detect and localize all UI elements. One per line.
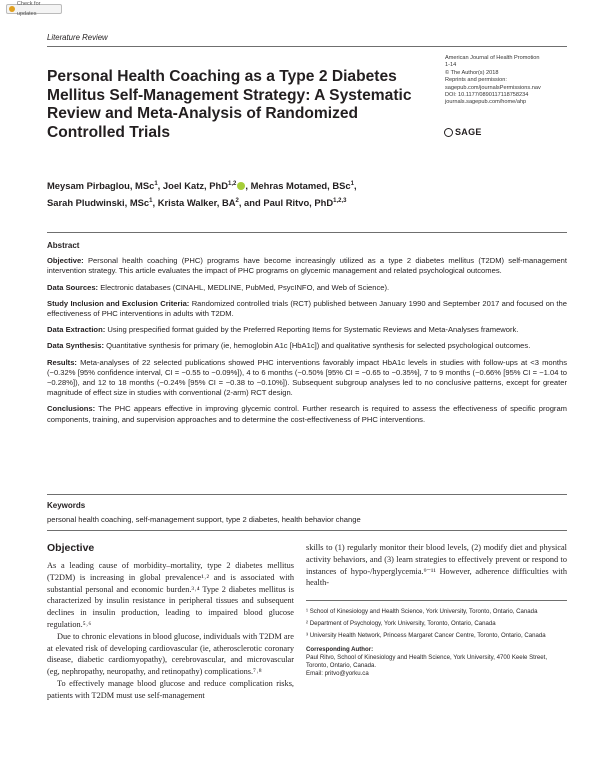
section-label: Literature Review	[47, 33, 108, 42]
abstract-conclusions	[47, 404, 567, 424]
journal-pages: 1-14	[445, 62, 457, 69]
abstract-text: Personal health coaching (PHC) programs have become increasingly utilized as a type 2 diabetes mellitus (T2DM) self-management intervention strategy. This article evaluates the impact of PHC programs on glycemic management and related psychological outcomes.	[47, 256, 567, 276]
abstract-text: Meta-analyses of 22 selected publications showed PHC interventions favorably impact HbA1c levels in studies with follow-ups at <3 months (−0.32% [95% confidence interval, CI = −0.55 to −0.09%]), 4 to 6 months (−0.50% [95% CI = −0.65 to −0.35%], 7 to 9 months (−0.66% [95% CI = −1.04 to −0.28%]), and 12 to 18 months (−0.24% [95% CI = −0.38 to −0.10%]). Subsequent subgroup analyses led to no conclusive patterns, except for greater magnitude of effect size in studies with conventional (2-arm) RCT design.	[47, 357, 567, 398]
abstract-label: Objective:	[47, 256, 84, 266]
journal-reprints: Reprints and permission:	[445, 77, 507, 84]
abstract-bottom-rule	[47, 494, 567, 495]
abstract-results	[47, 358, 567, 399]
keywords-bottom-rule	[47, 530, 567, 531]
abstract-heading: Abstract	[47, 241, 80, 250]
publisher-name: SAGE	[455, 127, 482, 137]
abstract-text: The PHC appears effective in improving glycemic control. Further research is required to assess the effectiveness of specific program components, training, and supervision approaches and to determine the cost-effectiveness of PHC interventions.	[47, 404, 567, 424]
abstract-label: Conclusions:	[47, 404, 96, 414]
abstract-text: Quantitative synthesis for primary (ie, hemoglobin A1c [HbA1c]) and qualitative synthesis for selected psychological outcomes.	[106, 341, 531, 351]
article-title: Personal Health Coaching as a Type 2 Diabetes Mellitus Self-Management Strategy: A Systematic Review and Meta-Analysis of Randomized Controlled Trials	[47, 68, 412, 141]
header-rule	[47, 46, 567, 47]
orcid-icon[interactable]	[237, 182, 245, 190]
journal-permissions-link[interactable]: sagepub.com/journalsPermissions.nav	[445, 84, 541, 91]
affiliation-note: ¹ School of Kinesiology and Health Science, York University, Toronto, Ontario, Canada	[306, 608, 538, 615]
corresponding-heading: Corresponding Author:	[306, 646, 374, 653]
author-name: Mehras Motamed, BSc	[250, 180, 351, 192]
author-name: Meysam Pirbaglou, MSc	[47, 180, 155, 192]
keywords-heading: Keywords	[47, 501, 86, 510]
body-paragraph: Due to chronic elevations in blood glucose, individuals with T2DM are at elevated risk of developing cardiovascular (ie, atherosclerotic coronary disease, diabetic cardiomyopathy), cerebrovascular, and microvascular (eg, nephropathy, neuropathy, and retinopathy) complications.⁷˒⁸	[47, 631, 294, 677]
body-right-column: skills to (1) regularly monitor their blood levels, (2) modify diet and physical activity behaviors, and (3) learn strategies to effectively prevent or respond to instances of hypo-/hyperglycemia.⁹⁻¹¹ However, adherence difficulties with health-	[306, 543, 567, 588]
abstract-text: Electronic databases (CINAHL, MEDLINE, PubMed, PsycINFO, and Web of Science).	[100, 282, 390, 292]
journal-name: American Journal of Health Promotion	[445, 55, 540, 61]
publisher-logo	[444, 127, 482, 137]
keywords-text: personal health coaching, self-management support, type 2 diabetes, health behavior change	[47, 515, 361, 524]
badge-label: Check for updates	[16, 1, 41, 17]
keywords	[47, 501, 567, 525]
corresponding-text: Paul Ritvo, School of Kinesiology and Health Science, York University, 4700 Keele Street, Toronto, Ontario, Canada.	[306, 654, 548, 669]
abstract-label: Results:	[47, 357, 77, 367]
author-name: Joel Katz, PhD	[162, 180, 229, 192]
abstract-data-extraction	[47, 325, 567, 335]
author-name: Krista Walker, BA	[157, 196, 236, 208]
footnote-rule	[306, 600, 567, 601]
journal-info	[445, 55, 575, 107]
journal-home-link[interactable]: journals.sagepub.com/home/ahp	[445, 99, 527, 106]
author-affiliation: 2	[235, 197, 239, 204]
affiliation-note: ² Department of Psychology, York University, Toronto, Ontario, Canada	[306, 620, 496, 627]
author-affiliation: 1	[154, 181, 158, 187]
abstract-label: Data Synthesis:	[47, 341, 104, 351]
author-name: Sarah Pludwinski, MSc	[47, 196, 150, 208]
check-for-updates-badge[interactable]	[6, 1, 62, 17]
abstract	[47, 241, 567, 431]
abstract-label: Data Extraction:	[47, 325, 106, 335]
journal-doi[interactable]: DOI: 10.1177/0890117118758234	[445, 92, 529, 99]
abstract-label: Data Sources:	[47, 282, 99, 292]
abstract-objective	[47, 256, 567, 276]
body-paragraph: As a leading cause of morbidity–mortality, type 2 diabetes mellitus (T2DM) is increasing in global prevalence¹˒² and is associated with substantial personal and economic burden.³˒⁴ Type 2 diabetes mellitus is characterized by insulin resistance in peripheral tissues and subsequent declines in insulin production, leading to impaired blood glucose regulation.⁵˒⁶	[47, 561, 294, 629]
abstract-data-synthesis	[47, 341, 567, 351]
abstract-text: Using prespecified format guided by the Preferred Reporting Items for Systematic Reviews and Meta-Analyses framework.	[107, 325, 519, 335]
abstract-label: Study Inclusion and Exclusion Criteria:	[47, 298, 190, 308]
author-affiliation: 1,2	[228, 181, 237, 187]
abstract-top-rule	[47, 232, 567, 233]
author-name: Paul Ritvo, PhD	[263, 196, 334, 208]
body-paragraph: To effectively manage blood glucose and reduce complication risks, patients with T2DM must use self-management	[47, 678, 294, 700]
objective-heading: Objective	[47, 542, 95, 554]
footnotes	[306, 608, 567, 678]
author-affiliation: 1	[350, 181, 354, 187]
journal-copyright: © The Author(s) 2018	[445, 69, 499, 76]
sage-logo-icon	[444, 128, 453, 137]
author-list: Meysam Pirbaglou, MSc$^1$, Joel Katz, PhD$^{1,2}$ , Mehras Motamed, BSc$^1$, Sarah Pludwinski, MSc$^1$, Krista Walker, $BA^2$, and Paul Ritvo, PhD$^{1,2,3}$	[47, 180, 357, 208]
abstract-text: Randomized controlled trials (RCT) published between January 1990 and September 2017 and focused on the effectiveness of PHC interventions in adults with T2DM.	[47, 298, 567, 319]
update-icon	[9, 6, 15, 12]
corresponding-email[interactable]: Email: pritvo@yorku.ca	[306, 670, 369, 677]
author-affiliation: 1,2,3	[333, 197, 347, 204]
abstract-criteria	[47, 299, 567, 319]
affiliation-note: ³ University Health Network, Princess Margaret Cancer Centre, Toronto, Ontario, Canada	[306, 632, 546, 639]
author-affiliation: 1	[149, 197, 153, 204]
abstract-data-sources	[47, 283, 567, 293]
body-left-column	[47, 560, 294, 702]
